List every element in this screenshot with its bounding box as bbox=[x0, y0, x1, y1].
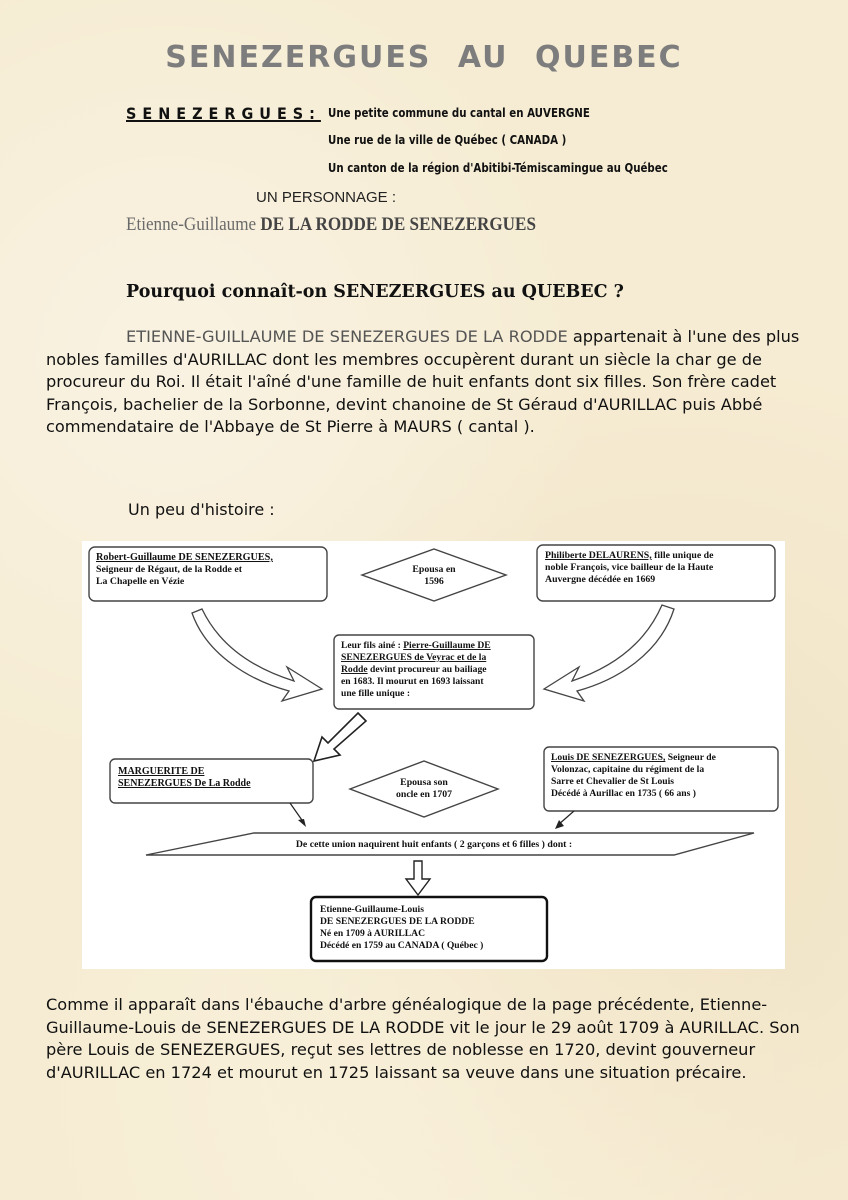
left-curved-arrow bbox=[192, 609, 322, 701]
down-arrow-to-etienne bbox=[406, 861, 430, 895]
son-line-3-name: Rodde bbox=[341, 664, 368, 675]
personnage-name-family: DE LA RODDE DE SENEZERGUES bbox=[260, 214, 536, 235]
senezergues-label: SENEZERGUES: bbox=[126, 104, 321, 123]
personnage-name bbox=[126, 214, 536, 236]
louis-name: Louis DE SENEZERGUES, bbox=[551, 752, 666, 763]
louis-line-2: Volonzac, capitaine du régiment de la bbox=[551, 764, 705, 775]
marriage-1596-year: 1596 bbox=[424, 576, 444, 587]
philiberte-title: fille unique de bbox=[651, 550, 714, 561]
louis-line-4: Décédé à Aurillac en 1735 ( 66 ans ) bbox=[551, 788, 696, 799]
louis-line-3: Sarre et Chevalier de St Louis bbox=[551, 776, 675, 787]
robert-name: Robert-Guillaume DE SENEZERGUES, bbox=[96, 552, 273, 563]
section-question: Pourquoi connaît-on SENEZERGUES au QUEBEC ? bbox=[126, 282, 624, 302]
family-tree-figure bbox=[82, 541, 785, 969]
definition-rue: Une rue de la ville de Québec ( CANADA ) bbox=[328, 132, 567, 147]
definition-canton: Un canton de la région d'Abitibi-Témiscamingue au Québec bbox=[328, 160, 668, 175]
son-line-4: en 1683. Il mourut en 1693 laissant bbox=[341, 676, 484, 687]
son-line-3 bbox=[341, 664, 487, 675]
son-line-1-name: Pierre-Guillaume DE bbox=[403, 640, 491, 651]
marriage-1596-label: Epousa en bbox=[412, 564, 456, 575]
marriage-1596-diamond bbox=[362, 549, 506, 601]
son-line-3-rest: devint procureur au bailiage bbox=[367, 664, 487, 675]
philiberte-line-1 bbox=[545, 550, 714, 561]
robert-title-2: La Chapelle en Vézie bbox=[96, 576, 185, 587]
intro-paragraph bbox=[46, 326, 806, 439]
louis-line-1 bbox=[551, 752, 717, 763]
small-arrowhead-left bbox=[298, 819, 306, 827]
closing-paragraph: Comme il apparaît dans l'ébauche d'arbre généalogique de la page précédente, Etienne-Guillaume-Louis de SENEZERGUES DE LA RODDE vit le jour le 29 août 1709 à AURILLAC. Son père Louis de SENEZERGUES, reçut ses lettres de noblesse en 1720, devint gouverneur d'AURILLAC en 1724 et mourut en 1725 laissant sa veuve dans une situation précaire. bbox=[46, 995, 800, 1082]
philiberte-line-2: noble François, vice bailleur de la Haute bbox=[545, 562, 714, 573]
philiberte-line-3: Auvergne décédée en 1669 bbox=[545, 574, 656, 585]
marguerite-line-2: SENEZERGUES De La Rodde bbox=[118, 778, 251, 789]
definition-commune: Une petite commune du cantal en AUVERGNE bbox=[328, 105, 590, 120]
right-curved-arrow bbox=[544, 605, 674, 701]
personnage-name-first: Etienne-Guillaume bbox=[126, 214, 257, 235]
intro-paragraph-lead: ETIENNE-GUILLAUME DE SENEZERGUES DE LA RODDE bbox=[126, 327, 568, 346]
louis-title: Seigneur de bbox=[665, 752, 716, 763]
marguerite-line-1: MARGUERITE DE bbox=[118, 766, 205, 777]
robert-title: Seigneur de Régaut, de la Rodde et bbox=[96, 564, 242, 575]
marriage-1707-year: oncle en 1707 bbox=[395, 789, 453, 800]
son-line-5: une fille unique : bbox=[341, 688, 411, 699]
history-heading: Un peu d'histoire : bbox=[128, 500, 275, 519]
hollow-arrow-to-marguerite bbox=[314, 713, 366, 761]
son-line-2: SENEZERGUES de Veyrac et de la bbox=[341, 652, 487, 663]
son-line-1-label: Leur fils ainé : bbox=[341, 640, 404, 651]
page-title: SENEZERGUES AU QUEBEC bbox=[165, 40, 683, 75]
etienne-line-3: Né en 1709 à AURILLAC bbox=[320, 928, 426, 939]
etienne-line-2: DE SENEZERGUES DE LA RODDE bbox=[320, 916, 475, 927]
intro-paragraph-body: appartenait à l'une des plus nobles familles d'AURILLAC dont les membres occupèrent durant un siècle la char ge de procureur du Roi. Il était l'aîné d'une famille de huit enfants dont six filles. Son frère cadet François, bachelier de la Sorbonne, devint chanoine de St Géraud d'AURILLAC puis Abbé commendataire de l'Abbaye de St Pierre à MAURS ( cantal ). bbox=[46, 327, 800, 436]
personnage-label: UN PERSONNAGE : bbox=[256, 189, 397, 206]
etienne-line-4: Décédé en 1759 au CANADA ( Québec ) bbox=[320, 940, 484, 951]
union-text: De cette union naquirent huit enfants ( 2 garçons et 6 filles ) dont : bbox=[295, 839, 573, 850]
etienne-line-1: Etienne-Guillaume-Louis bbox=[320, 904, 424, 915]
philiberte-name: Philiberte DELAURENS, bbox=[545, 550, 652, 561]
marriage-1707-label: Epousa son bbox=[400, 777, 448, 788]
son-line-1 bbox=[341, 640, 491, 651]
